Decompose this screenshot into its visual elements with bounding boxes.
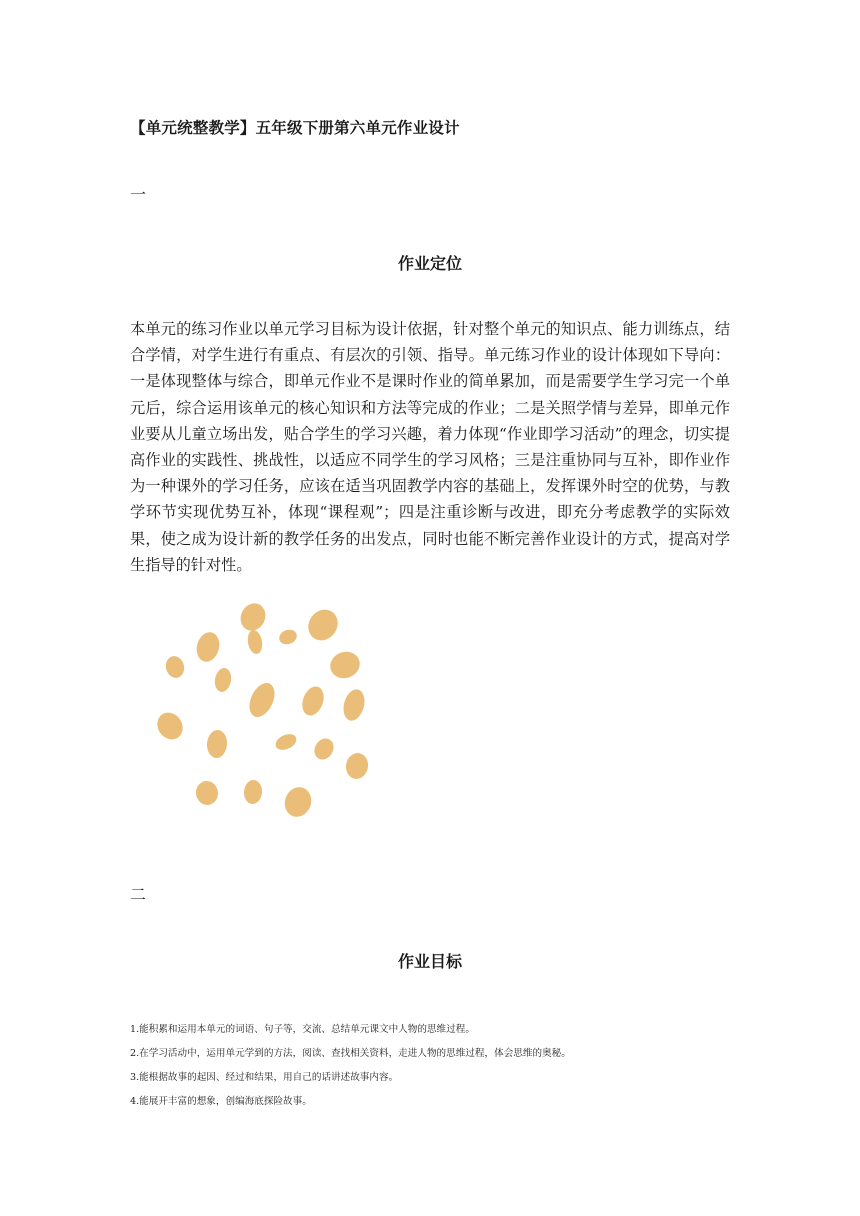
brush-dot <box>326 648 363 683</box>
brush-dot <box>281 783 316 820</box>
goal-item: 1.能积累和运用本单元的词语、句子等，交流、总结单元课文中人物的思维过程。 <box>130 1024 475 1035</box>
brush-dot <box>152 708 188 745</box>
brush-dot <box>344 751 370 780</box>
positioning-paragraph: 本单元的练习作业以单元学习目标为设计依据，针对整个单元的知识点、能力训练点，结合学情，对学生进行有重点、有层次的引领、指导。单元练习作业的设计体现如下导向：一是体现整体与综合，即单元作业不是课时作业的简单累加，而是需要学生学习完一个单元后，综合运用该单元的核心知识和方法等完成的作业；二是关照学情与差异，即单元作业要从儿童立场出发，贴合学生的学习兴趣，着力体现“作业即学习活动”的理念，切实提高作业的实践性、挑战性，以适应不同学生的学习风格；三是注重协同与互补，即作业作为一种课外的学习任务，应该在适当巩固教学内容的基础上，发挥课外时空的优势，与教学环节实现优势互补，体现“课程观”；四是注重诊断与改进，即充分考虑教学的实际效果，使之成为设计新的教学任务的出发点，同时也能不断完善作业设计的方式，提高对学生指导的针对性。 <box>130 320 730 574</box>
brush-dot <box>243 779 263 804</box>
brush-dot <box>194 779 220 806</box>
goal-item: 2.在学习活动中，运用单元学到的方法，阅读、查找相关资料，走进人物的思维过程，体会思维的奥秘。 <box>130 1048 571 1059</box>
brush-dot <box>340 687 368 723</box>
brush-dot <box>244 679 279 721</box>
section-number-1: 一 <box>130 185 147 204</box>
brush-dot <box>193 630 222 665</box>
goals-list <box>130 1018 750 1114</box>
brush-dot <box>163 654 186 680</box>
brush-dot <box>206 729 228 759</box>
goal-item: 3.能根据故事的起因、经过和结果，用自己的话讲述故事内容。 <box>130 1072 399 1083</box>
goal-item: 4.能展开丰富的想象，创编海底探险故事。 <box>130 1096 312 1107</box>
section-heading-positioning: 作业定位 <box>397 254 462 273</box>
brush-dot <box>277 627 299 646</box>
section-number-2: 二 <box>130 885 147 904</box>
brush-dot <box>236 599 270 635</box>
brush-dot <box>298 683 327 718</box>
section-heading-goals: 作业目标 <box>397 952 462 971</box>
brush-dot <box>273 731 299 753</box>
brush-dot <box>246 629 264 655</box>
brush-dot <box>213 667 233 693</box>
brush-dot <box>302 604 343 646</box>
brush-dot <box>311 735 338 763</box>
document-title: 【单元统整教学】五年级下册第六单元作业设计 <box>130 119 460 137</box>
brush-dots-illustration <box>150 595 380 825</box>
